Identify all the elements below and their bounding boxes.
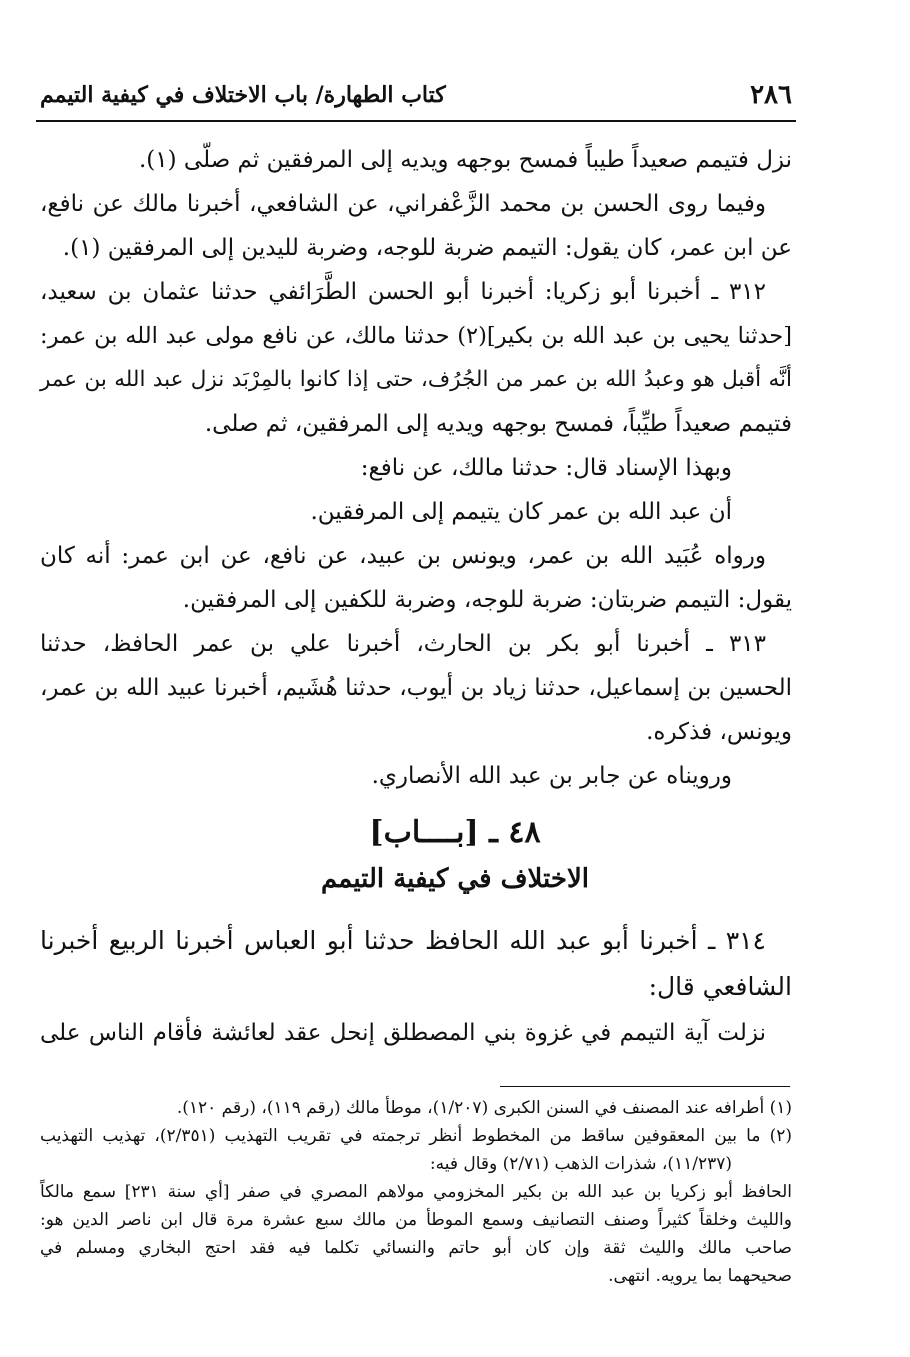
footnote-line: (١١/٢٣٧)، شذرات الذهب (٢/٧١) وقال فيه: [429,1154,732,1174]
footnote-line: صاحب مالك والليث ثقة وإن كان أبو حاتم والنسائي تكلما فيه فقد احتج البخاري ومسلم في [40,1238,792,1258]
footnote-line: صحيحهما بما يرويه. انتهى. [608,1266,792,1286]
page-number: ٢٨٦ [750,80,792,110]
footnote-line: والليث وخلقاً كثيراً وصنف التصانيف وسمع الموطأ من مالك سبع عشرة مرة قال ابن ناصر الدين هو: [40,1210,792,1230]
hadith-313: ٣١٣ ـ أخبرنا أبو بكر بن الحارث، أخبرنا علي بن عمر الحافظ، حدثنا [40,631,766,657]
text-line: أن عبد الله بن عمر كان يتيمم إلى المرفقين. [310,499,732,525]
text-line: يقول: التيمم ضربتان: ضربة للوجه، وضربة للكفين إلى المرفقين. [182,587,792,613]
text-line: فتيمم صعيداً طيِّباً، فمسح بوجهه ويديه إلى المرفقين، ثم صلى. [204,411,792,437]
hadith-312: ٣١٢ ـ أخبرنا أبو زكريا: أخبرنا أبو الحسن الطَّرَائفي حدثنا عثمان بن سعيد، [40,279,766,305]
footnote-1: (١) أطرافه عند المصنف في السنن الكبرى (١/٢٠٧)، موطأ مالك (رقم ١١٩)، (رقم ١٢٠). [176,1098,792,1118]
text-line: ورواه عُبَيد الله بن عمر، ويونس بن عبيد، عن نافع، عن ابن عمر: أنه كان [40,543,766,569]
hadith-314: ٣١٤ ـ أخبرنا أبو عبد الله الحافظ حدثنا أبو العباس أخبرنا الربيع أخبرنا [40,926,766,955]
footnote-2: (٢) ما بين المعقوفين ساقط من المخطوط أنظر ترجمته في تقريب التهذيب (٢/٣٥١)، تهذيب التهذيب [40,1126,792,1146]
page-header [36,78,796,114]
text-line: الشافعي قال: [648,972,792,1001]
text-line: أنَّه أقبل هو وعبدُ الله بن عمر من الجُرُف، حتى إذا كانوا بالمِرْبَد نزل عبد الله بن عمر [40,367,792,392]
footnote-line: الحافظ أبو زكريا بن عبد الله بن بكير المخزومي مولاهم المصري في صفر [أي سنة ٢٣١] سمع مالكاً [40,1182,793,1202]
text-line: عن ابن عمر، كان يقول: التيمم ضربة للوجه، وضربة لليدين إلى المرفقين (١). [62,235,792,261]
text-line: [حدثنا يحيى بن عبد الله بن بكير](٢) حدثنا مالك، عن نافع مولى عبد الله بن عمر: [40,323,792,349]
chapter-text [40,918,792,1056]
header-divider [36,120,796,122]
text-line: ورويناه عن جابر بن عبد الله الأنصاري. [371,763,732,789]
text-line: الحسين بن إسماعيل، حدثنا زياد بن أيوب، حدثنا هُشَيم، أخبرنا عبيد الله بن عمر، [40,675,792,701]
text-line: وبهذا الإسناد قال: حدثنا مالك، عن نافع: [360,455,732,481]
running-title: كتاب الطهارة/ باب الاختلاف في كيفية التيمم [40,82,446,108]
chapter-title: الاختلاف في كيفية التيمم [320,864,590,894]
footnote-divider [500,1086,790,1087]
main-text [40,138,792,798]
footnotes [40,1094,792,1290]
text-line: نزل فتيمم صعيداً طيباً فمسح بوجهه ويديه إلى المرفقين ثم صلّى (١). [138,147,792,173]
text-line: ويونس، فذكره. [646,719,792,745]
text-line: وفيما روى الحسن بن محمد الزَّعْفراني، عن الشافعي، أخبرنا مالك عن نافع، [40,191,766,217]
chapter-number: ٤٨ ـ [بــــاب] [369,815,541,850]
text-line: نزلت آية التيمم في غزوة بني المصطلق إنحل عقد لعائشة فأقام الناس على [40,1020,766,1046]
